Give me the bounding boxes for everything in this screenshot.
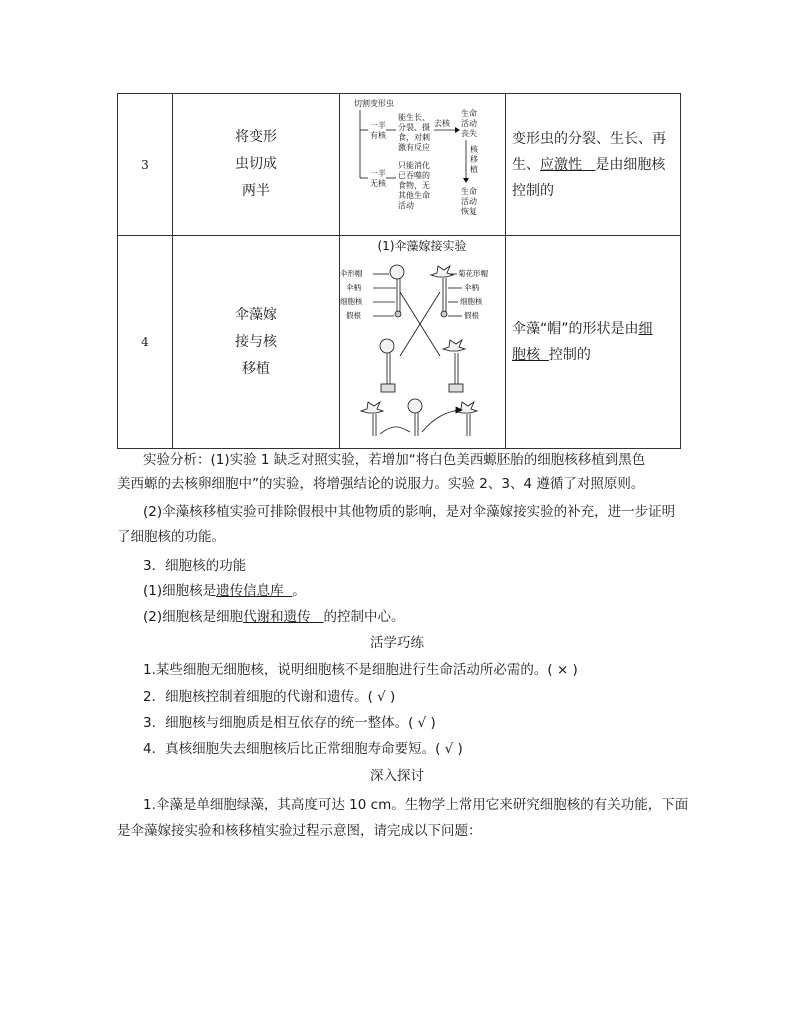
practice-item: 2．细胞核控制着细胞的代谢和遗传。( √ ) [143,689,396,705]
right-label: 菊花形帽 [458,269,488,278]
figure-title: (1)伞藻嫁接实验 [377,239,467,253]
answer-blank: 代谢和遗传 [243,609,311,625]
nucleus-result-line: 能生长、 [398,113,430,122]
grafting-illustration [340,236,505,448]
name-line: 移植 [242,360,270,377]
practice-item: 1.某些细胞无细胞核，说明细胞核不是细胞进行生命活动所必需的。( × ) [143,662,578,678]
name-line: 将变形 [235,129,277,145]
explore-question: 1.伞藻是单细胞绿藻，其高度可达 10 cm。生物学上常用它来研究细胞核的有关功能，下面 [143,797,689,813]
analysis-paragraph-1-cont: 美西螈的去核卵细胞中”的实验，将增强结论的说服力。实验 2、3、4 遵循了对照原则。 [117,476,645,492]
remove-nucleus-label: 去核 [434,119,450,128]
conclusion-line: 生、应激性 是由细胞核 [512,156,666,173]
conclusion-line: 变形虫的分裂、生长、再 [512,130,666,147]
explore-title: 深入探讨 [370,768,424,784]
transplant-label: 植 [470,165,478,174]
nucleus-result-line: 分裂、摄 [398,123,430,132]
conclusion-cell [506,236,681,449]
function-item-1: (1)细胞核是遗传信息库 。 [143,583,306,599]
conclusion-line: 胞核 控制的 [512,347,591,363]
function-item-2: (2)细胞核是细胞代谢和遗传 的控制中心。 [143,609,405,625]
section-heading: 3．细胞核的功能 [143,558,247,574]
row-number: 3 [118,94,173,236]
no-nucleus-result-line: 食物，无 [398,181,430,190]
name-line: 虫切成 [235,156,277,172]
analysis-paragraph-2: (2)伞藻核移植实验可排除假根中其他物质的影响，是对伞藻嫁接实验的补充，进一步证明 [143,504,676,520]
name-line: 两半 [242,183,270,199]
practice-title: 活学巧练 [370,635,424,651]
recover-activity-label: 生命 [461,187,477,196]
right-label: 伞柄 [464,283,479,292]
lose-activity-label: 生命 [461,109,477,118]
nucleus-result-line: 激有反应 [398,143,430,152]
right-label: 假根 [464,311,479,320]
answer-blank: 应激性 [540,156,582,173]
half-nucleus-label: 一半 [370,121,386,130]
no-nucleus-result-line: 已吞噬的 [398,171,430,180]
no-nucleus-result-line: 活动 [398,201,414,210]
amoeba-flowchart [340,94,505,235]
practice-item: 3．细胞核与细胞质是相互依存的统一整体。( √ ) [143,715,436,731]
left-label: 伞形帽 [340,269,363,278]
table-row [118,236,681,449]
practice-item: 4．真核细胞失去细胞核后比正常细胞寿命要短。( √ ) [143,741,463,757]
left-label: 假根 [346,311,361,320]
analysis-paragraph-1: 实验分析：(1)实验 1 缺乏对照实验，若增加“将白色美西螈胚胎的细胞核移植到黑色 [143,452,646,468]
name-line: 伞藻嫁 [235,306,277,323]
half-no-nucleus-label: 一半 [370,169,386,178]
amoeba-diagram [340,94,506,236]
transplant-label: 移 [470,155,478,164]
explore-question-cont: 是伞藻嫁接实验和核移植实验过程示意图，请完成以下问题： [117,823,482,839]
no-nucleus-result-line: 其他生命 [398,191,430,200]
half-nucleus-label-2: 有核 [370,131,386,140]
experiment-name [173,94,340,236]
right-label: 细胞核 [460,297,483,306]
conclusion-line: 伞藻“帽”的形状是由细 [512,321,653,337]
answer-blank: 细 [638,321,653,337]
lose-activity-label: 丧失 [461,129,477,138]
acetabularia-diagram [340,236,506,449]
experiment-table [117,93,681,449]
recover-activity-label: 活动 [461,197,477,206]
experiment-name [173,236,340,449]
transplant-label: 核 [470,145,478,154]
diagram-top-label: 切割变形虫 [354,99,394,108]
nucleus-result-line: 食，对刺 [398,133,430,142]
row-number: 4 [118,236,173,449]
no-nucleus-result-line: 只能消化 [398,161,430,170]
left-label: 细胞核 [340,297,363,306]
analysis-paragraph-2-cont: 了细胞核的功能。 [117,529,225,545]
table-row [118,94,681,236]
name-line: 接与核 [235,333,277,350]
answer-blank: 遗传信息库 [216,583,284,599]
half-no-nucleus-label-2: 无核 [370,179,386,188]
conclusion-line: 控制的 [512,182,554,199]
recover-activity-label: 恢复 [461,207,477,216]
conclusion-cell [506,94,681,236]
answer-blank: 胞核 [512,347,540,363]
lose-activity-label: 活动 [461,119,477,128]
left-label: 伞柄 [346,283,361,292]
